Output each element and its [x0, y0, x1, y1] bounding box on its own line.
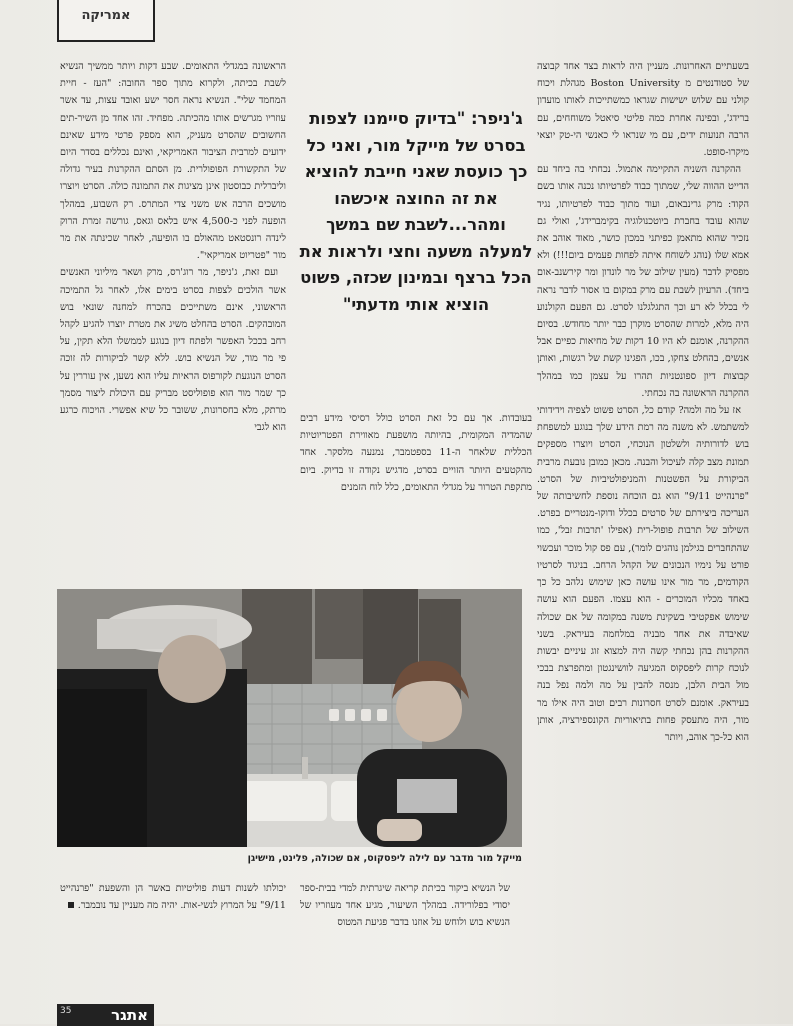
article-column-left [60, 58, 286, 584]
article-column-bottom-middle [300, 880, 510, 950]
article-column-bottom-left [60, 880, 286, 950]
photo-caption: מייקל מור מדבר עם לילה ליפסקוס, אם שכולה, פלינט, מישיגן [247, 853, 522, 864]
page-number: 35 [60, 1006, 72, 1016]
article-column-right [537, 58, 749, 988]
article-column-middle [300, 410, 532, 582]
end-mark-icon [68, 902, 74, 908]
paragraph-text: יכולתו לשנות דעות פוליטיות באשר הן והשפעת "פרנהייט 9/11" על המרוץ לנשי-אות. יהיה מה מעניין עד נובמבר. [60, 883, 286, 912]
pull-quote: ג'ניפר: "בדיוק סיימנו לצפות בסרט של מייקל מור, ואני כל כך כועסת שאני חייבת להוציא את זה החוצה איכשהו ומהר...לשבת שם במשך למעלה משעה וחצי ולראות את הכל ברצף ובמינון שכזה, פשוט הוציא אותי מדעתי" [299, 109, 533, 314]
paragraph: ועם זאת, ג'ניפר, מר רוג'רס, מרק ושאר מיליוני האנשים אשר הולכים לצפות בסרט בימים אלו, לאחר גל התמיכה הראשוני, אינם משתייכים בהכרח למחנה שונאי בוש המובהקים. הסרט בהחלט משיג את מטרת יוצרו להגיע לקהל רחב בככל האפשר ולפתח דיון בנוגע לממשלו הלא תקין, על פי מר מור, של הנשיא בוש. ללא קשר לביקורות לה זוכה הסרט הנוגעת לקורפוס הראיות עליו הוא נשען, אין עוררין על כך שמר מור הוא פופוליסט מבריק עם היכולת ליצור מסמך מרתק, מלא בחסרונות, ששובר כל שיא אפשרי. הויכוח כרגע הוא לגבי [60, 267, 286, 434]
section-tab: אמריקה [57, 0, 155, 42]
magazine-name: אתגר [57, 1004, 154, 1026]
paragraph: בעובדות. אך עם כל זאת הסרט כולל רסיסי מידע רבים שהמדיה המקומית, בהיותה מושפעת מאווירת הפטריוטיות הכללית שלאחר ה-11 בספטמבר, נמנעה מלסקר. אחד מהקטעים היותר הזויים בסרט, מדגיש נקודה זו בדיוק. ביום מתקפת הטרור על מגדלי התאומים, כלל לוח הזמנים [300, 413, 532, 493]
paragraph: אז על מה ולמה? קודם כל, הסרט פשוט לצפיה וידידותי למשתמש. לא משנה מה רמת הידע שלך בנוגע למשפחת בוש לדורותיה ולשלטון הנוכחי, הסרט ויוצרו מספקים תמונת מצב קלה לעיכול והבנה. מכאן כמובן נובעת מרבית הביקורת על הפשטנות והמניפולטיביות של הסרט. "פרנהייט 9/11" הוא גם הוכחה נוספת לחשיבותה של העריכה ביצירתם של סרטים בכלל ודוקו-מנטריים בפרט. השילוב של תרבות פופול-רית (אפילו 'תרבות זבל', כמו שהתחברים בגילמן נוהגים לומר), עם פס קול מוכר ועכשוי פורט על נימיו הנכונים של הקהל הרחב. בניגוד לסרטיו הקודמים, מר מור אינו עושה כאן שימוש נלהב כל כך באחד מכליו המוכרים - הוא עצמו. הפעם הוא עושה שימוש אפקטיבי בשקינת משנה במקומה של אם שכולה שאיבדה את אחד מבניה במלחמה בעיראק. בשני ההקרנות בהן נכחתי קשה היה למצוא זוג עיניים יבשות לנוכח קרות ליפסקוס המגיעה לוושינגטון ומתפרצת בבכי מול הבית הלבן, מנסה להבין על מה ולמה נפל בנה בעיראק. אומנם לסרט חסרונות רבים וטוב היה אילו מר מור, היה מתעסק פחות בתיאוריות הקונספירציה, אותן הוא כל-כך אוהב, ויותר [537, 405, 749, 743]
kitchen-scene-image [57, 589, 522, 847]
paragraph [60, 880, 286, 914]
article-photo [57, 589, 522, 847]
paragraph: בשעתיים האחרונות. מעניין היה לראות בצד אחד קבוצה של סטודנטים מ Boston University מגהלת ויכוח קולני עם שלוש ישישות שגראו כמשתייכות לאותו מועדון ברידג', ובפינה אחרת כמה פליטי סיאטל משוחחים, עם הרבה תנועות ידים, עם מי שנראו לי כאנשי הי-טק יוצאי מיקרו-סופט. [537, 61, 749, 159]
paragraph: של הנשיא ביקור בכיתת קריאה שיגרתית למדי בבית-ספר יסודי בפלורידה. במהלך השיעור, מגיע אחד מעוזריו של הנשיא בוש ולוחש על אוזנו בדבר פגיעת המטוס [300, 883, 510, 929]
paragraph: הראשונה במגדלי התאומים. שבע דקות ויותר ממשיך הנשיא לשבת בכיתה, ולקרוא מתוך ספר החובה: "העז - חיית המחמד שלי". הנשיא נראה חסר ישע ואובד עצות, עד אשר עוזריו מגרשים אותו מהכיתה. מפחיד. זהו אחד מן השיר-תים החשובים שהסרט מעניק, הוא מספק פרטי מידע שאינם ידועים למרבית הציבור האמריקאי, ואינם נכללים בסדר היום של התקשורת הפופולרית. מן הסתם ההקרנות בעיר גדולה וליברלית כבוסטון אינן מציגות את התמונה כולה. הסרט ויוצרו מושכים הרבה אש משני צדי המתרס. רק השבוע, במהלך הופעה לפני כ-4,500 איש בלאס וגאס, גורשה זמרת הרוק לינדה רונסטאט מהאולם בו הופיעה, לאחר שכינתה את מר מור "פטריוט אמריקאי". [60, 61, 286, 262]
paragraph: ההקרנה השניה התקיימה אתמול. נכחתי בה ביחד עם הדייט ההווה שלי, שמתוך כבוד לפרטיותו נכנה אותו בשם הקוד: מרק גרינבאום, ועוד מתוך כבוד לפרטיותו, נגיד שהוא עובד בחברת ביוטכנולוגיה בקימברידג', ואולי גם נזכיר שהוא מתאמן כפיתני במכון כושר, מאוד אוהב את אמא שלו (נוהג לשוחח איתה לפחות פעמים ביום!!!) ולא מפסיק לדבר (מעין שילוב של מר לונדון ומר קירשנב-אום ביחד). הרעיון לשבת עם מרק במקום בו אסור לדבר נראה לי בכלל לא רע וכך התגלגלנו לסרט. גם הפעם הקולנוע היה מלא, למרות שהסרט מוקרן כבר יותר מחודש. בסיום ההקרנה, אומנם לא היו 10 דקות של מחיאות כפיים אבל אנשים, בהחלט צחקו, בכו, הפגינו קשת של רגשות, ואותן קבוצות דיון ספונטניות תהרו על עצמן כמו במהלך ההקרנה הראשונה בה נכחתי. [537, 164, 749, 399]
